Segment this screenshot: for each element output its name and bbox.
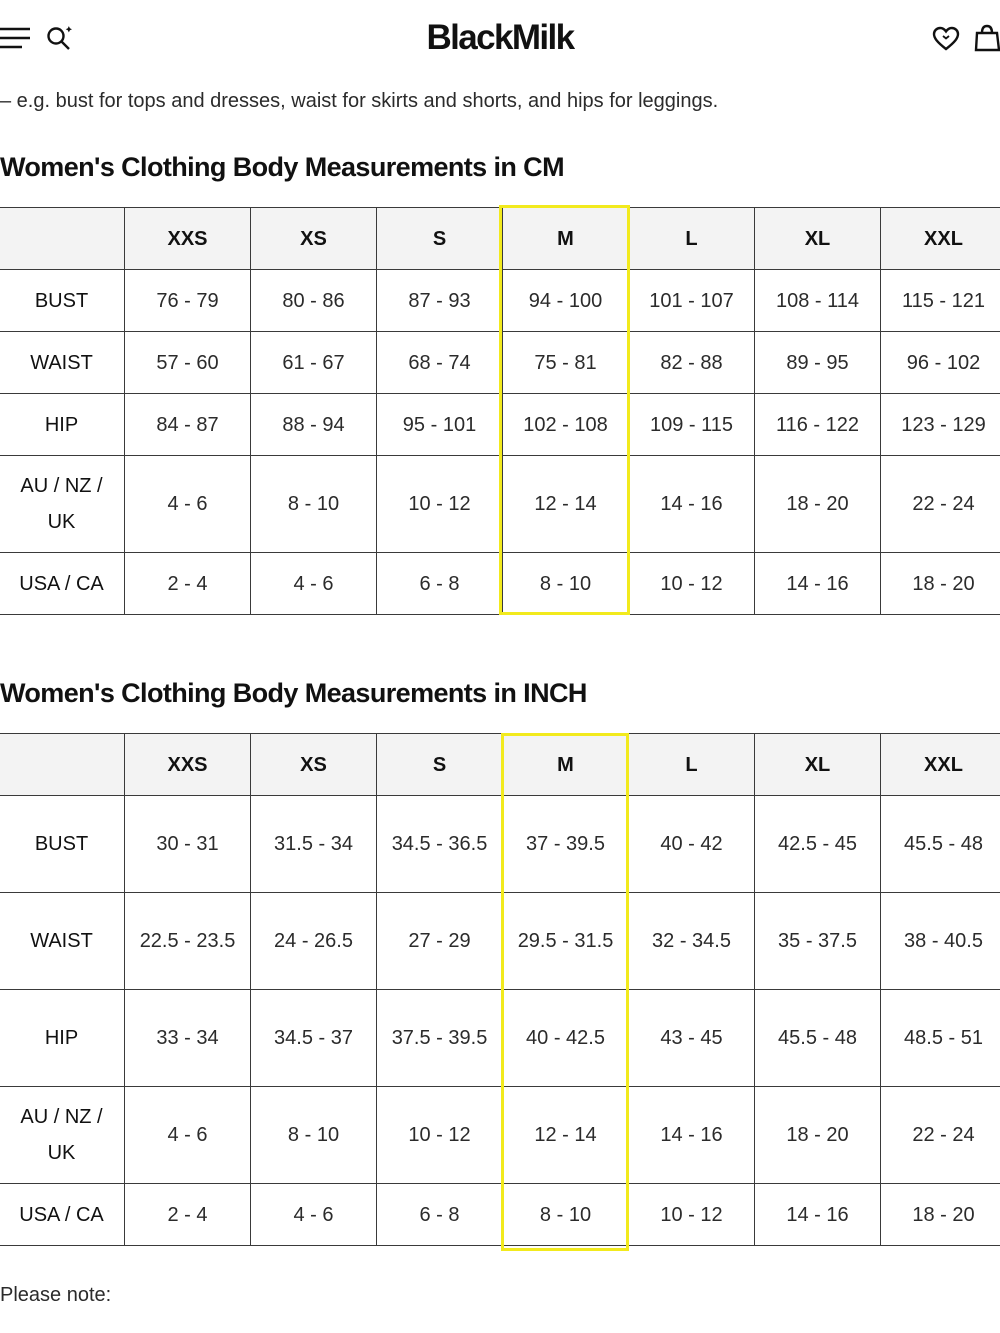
table-cell: 96 - 102 xyxy=(881,332,1000,394)
table-cell: 4 - 6 xyxy=(251,553,377,615)
table-cell: 116 - 122 xyxy=(755,394,881,456)
table-cell: 80 - 86 xyxy=(251,270,377,332)
size-header: XXS xyxy=(125,208,251,270)
table-cell: 33 - 34 xyxy=(125,990,251,1087)
table-cell: 87 - 93 xyxy=(377,270,503,332)
inch-table-title: Women's Clothing Body Measurements in INCH xyxy=(0,678,587,708)
table-cell: 4 - 6 xyxy=(251,1184,377,1246)
corner-cell xyxy=(0,734,125,796)
table-cell: 101 - 107 xyxy=(629,270,755,332)
row-label: USA / CA xyxy=(0,553,125,615)
table-cell: 18 - 20 xyxy=(881,553,1000,615)
table-cell: 10 - 12 xyxy=(629,553,755,615)
please-note-text: Please note: xyxy=(0,1284,112,1306)
table-cell: 34.5 - 37 xyxy=(251,990,377,1087)
table-row xyxy=(0,1184,1000,1246)
table-cell: 123 - 129 xyxy=(881,394,1000,456)
intro-text: – e.g. bust for tops and dresses, waist for skirts and shorts, and hips for leggings. xyxy=(0,90,719,112)
table-cell: 94 - 100 xyxy=(503,270,629,332)
size-header: S xyxy=(377,208,503,270)
table-cell: 22 - 24 xyxy=(881,456,1000,553)
table-cell: 4 - 6 xyxy=(125,1087,251,1184)
table-cell: 22 - 24 xyxy=(881,1087,1000,1184)
table-cell: 10 - 12 xyxy=(629,1184,755,1246)
table-cell: 82 - 88 xyxy=(629,332,755,394)
table-cell: 75 - 81 xyxy=(503,332,629,394)
table-cell: 8 - 10 xyxy=(503,553,629,615)
table-cell: 37.5 - 39.5 xyxy=(377,990,503,1087)
size-header: L xyxy=(629,208,755,270)
table-cell: 2 - 4 xyxy=(125,1184,251,1246)
row-label: WAIST xyxy=(0,332,125,394)
table-row xyxy=(0,796,1000,893)
table-row xyxy=(0,270,1000,332)
table-cell: 115 - 121 xyxy=(881,270,1000,332)
site-header xyxy=(0,0,1000,78)
table-cell: 4 - 6 xyxy=(125,456,251,553)
table-row xyxy=(0,553,1000,615)
table-cell: 61 - 67 xyxy=(251,332,377,394)
table-cell: 42.5 - 45 xyxy=(755,796,881,893)
table-cell: 8 - 10 xyxy=(503,1184,629,1246)
table-row xyxy=(0,893,1000,990)
table-cell: 22.5 - 23.5 xyxy=(125,893,251,990)
size-header: XXL xyxy=(881,208,1000,270)
table-cell: 57 - 60 xyxy=(125,332,251,394)
table-cell: 30 - 31 xyxy=(125,796,251,893)
size-header: XS xyxy=(251,734,377,796)
table-cell: 37 - 39.5 xyxy=(503,796,629,893)
row-label: WAIST xyxy=(0,893,125,990)
brand-logo[interactable]: BlackMilk xyxy=(426,18,574,57)
table-cell: 6 - 8 xyxy=(377,553,503,615)
table-cell: 108 - 114 xyxy=(755,270,881,332)
row-label: AU / NZ / UK xyxy=(0,456,125,553)
table-cell: 18 - 20 xyxy=(755,456,881,553)
row-label: AU / NZ / UK xyxy=(0,1087,125,1184)
table-cell: 14 - 16 xyxy=(755,553,881,615)
row-label: HIP xyxy=(0,394,125,456)
table-cell: 18 - 20 xyxy=(881,1184,1000,1246)
row-label: USA / CA xyxy=(0,1184,125,1246)
table-header-row xyxy=(0,734,1000,796)
size-header: XXS xyxy=(125,734,251,796)
size-header: S xyxy=(377,734,503,796)
row-label: BUST xyxy=(0,270,125,332)
table-cell: 88 - 94 xyxy=(251,394,377,456)
table-cell: 45.5 - 48 xyxy=(755,990,881,1087)
row-label: BUST xyxy=(0,796,125,893)
size-header: XL xyxy=(755,734,881,796)
table-cell: 2 - 4 xyxy=(125,553,251,615)
table-cell: 32 - 34.5 xyxy=(629,893,755,990)
table-cell: 27 - 29 xyxy=(377,893,503,990)
cm-size-table xyxy=(0,207,1000,615)
table-cell: 10 - 12 xyxy=(377,1087,503,1184)
table-cell: 48.5 - 51 xyxy=(881,990,1000,1087)
table-cell: 8 - 10 xyxy=(251,1087,377,1184)
table-cell: 18 - 20 xyxy=(755,1087,881,1184)
corner-cell xyxy=(0,208,125,270)
table-cell: 12 - 14 xyxy=(503,1087,629,1184)
table-cell: 68 - 74 xyxy=(377,332,503,394)
table-row xyxy=(0,394,1000,456)
size-header: L xyxy=(629,734,755,796)
size-header: XS xyxy=(251,208,377,270)
table-cell: 24 - 26.5 xyxy=(251,893,377,990)
table-cell: 109 - 115 xyxy=(629,394,755,456)
table-cell: 14 - 16 xyxy=(755,1184,881,1246)
table-cell: 40 - 42.5 xyxy=(503,990,629,1087)
table-row xyxy=(0,332,1000,394)
table-cell: 40 - 42 xyxy=(629,796,755,893)
size-header: XXL xyxy=(881,734,1000,796)
table-cell: 89 - 95 xyxy=(755,332,881,394)
table-cell: 35 - 37.5 xyxy=(755,893,881,990)
table-cell: 6 - 8 xyxy=(377,1184,503,1246)
table-cell: 34.5 - 36.5 xyxy=(377,796,503,893)
wishlist-heart-icon[interactable] xyxy=(932,26,960,52)
cart-bag-icon[interactable] xyxy=(974,24,1000,52)
table-cell: 45.5 - 48 xyxy=(881,796,1000,893)
table-cell: 12 - 14 xyxy=(503,456,629,553)
table-cell: 14 - 16 xyxy=(629,1087,755,1184)
table-cell: 84 - 87 xyxy=(125,394,251,456)
table-cell: 95 - 101 xyxy=(377,394,503,456)
table-row xyxy=(0,990,1000,1087)
table-row xyxy=(0,1087,1000,1184)
table-cell: 14 - 16 xyxy=(629,456,755,553)
table-row xyxy=(0,456,1000,553)
table-cell: 43 - 45 xyxy=(629,990,755,1087)
row-label: HIP xyxy=(0,990,125,1087)
size-header: M xyxy=(503,208,629,270)
size-header: M xyxy=(503,734,629,796)
table-cell: 102 - 108 xyxy=(503,394,629,456)
table-cell: 10 - 12 xyxy=(377,456,503,553)
table-header-row xyxy=(0,208,1000,270)
table-cell: 38 - 40.5 xyxy=(881,893,1000,990)
table-cell: 8 - 10 xyxy=(251,456,377,553)
table-cell: 31.5 - 34 xyxy=(251,796,377,893)
table-cell: 76 - 79 xyxy=(125,270,251,332)
table-cell: 29.5 - 31.5 xyxy=(503,893,629,990)
size-header: XL xyxy=(755,208,881,270)
inch-size-table xyxy=(0,733,1000,1246)
cm-table-title: Women's Clothing Body Measurements in CM xyxy=(0,152,564,182)
